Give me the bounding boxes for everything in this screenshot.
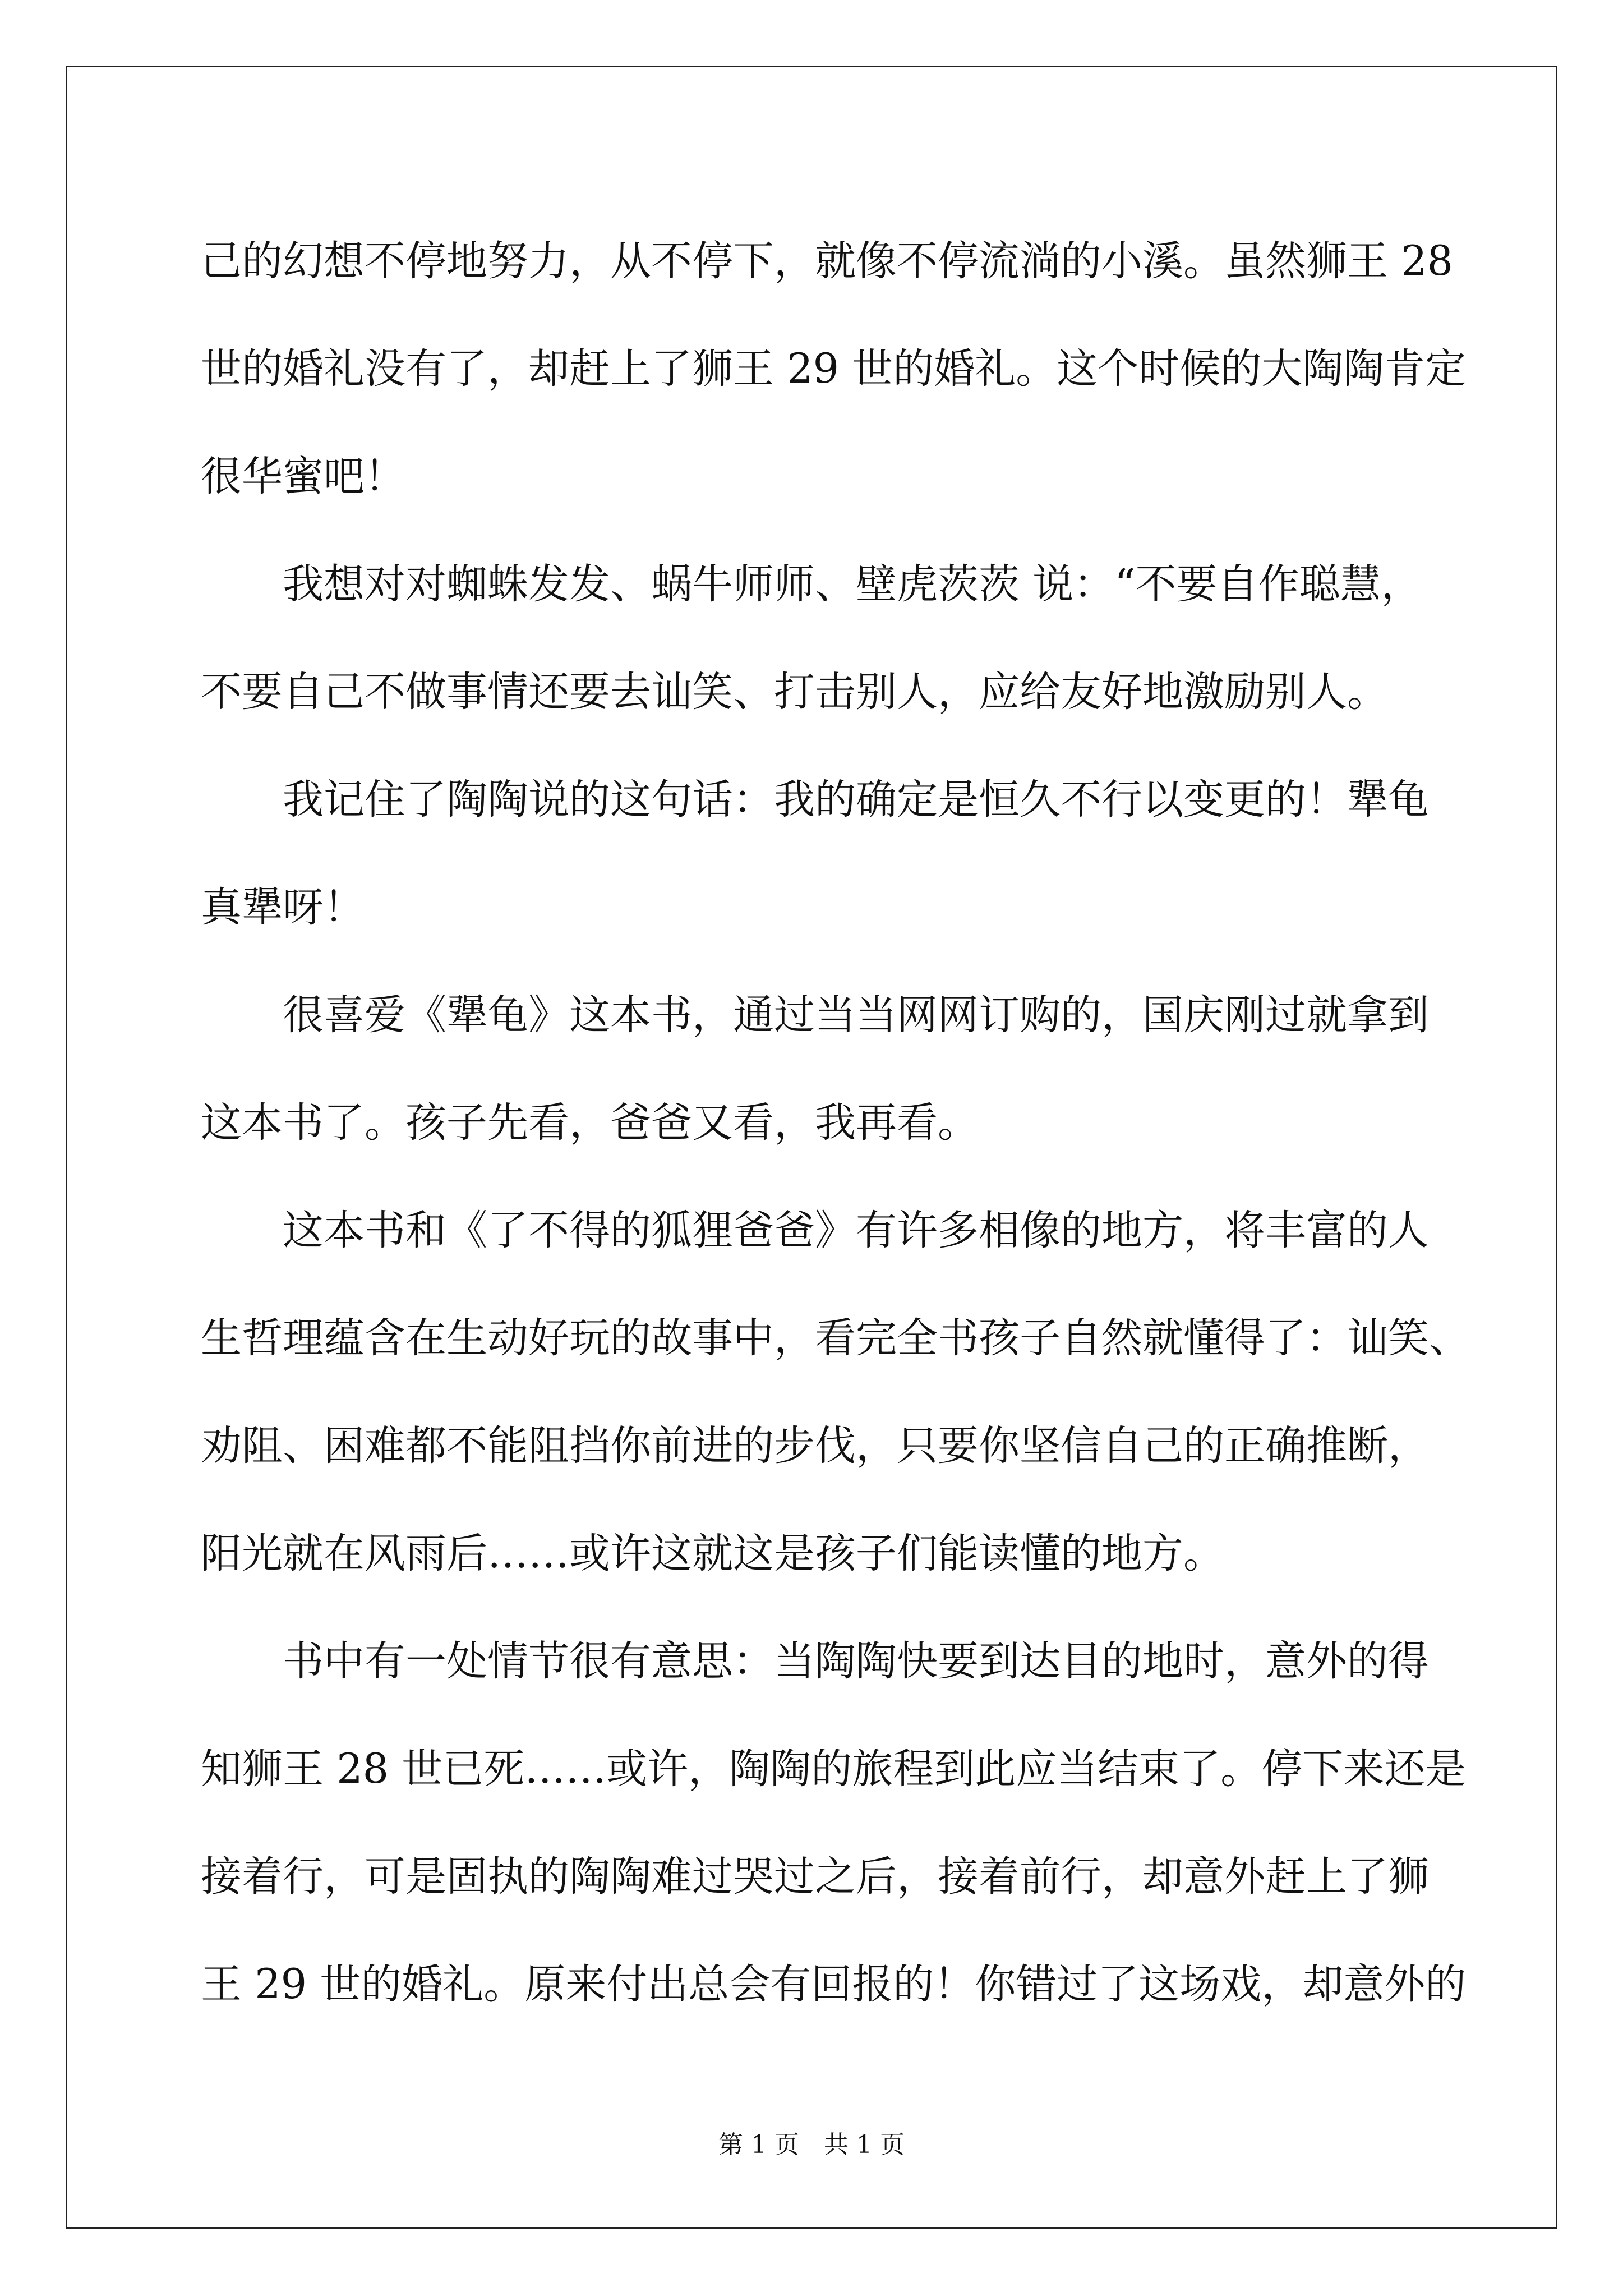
text-line: 劝阻、困难都不能阻挡你前进的步伐，只要你坚信自己的正确推断， [201, 1422, 1429, 1470]
text-line: 生哲理蕴含在生动好玩的故事中，看完全书孩子自然就懂得了：讪笑、 [201, 1314, 1470, 1362]
page-number-footer: 第 1 页 共 1 页 [718, 2131, 905, 2159]
text-line: 这本书和《了不得的狐狸爸爸》有许多相像的地方，将丰富的人 [201, 1207, 1429, 1254]
text-line: 阳光就在风雨后……或许这就这是孩子们能读懂的地方。 [201, 1530, 1224, 1577]
text-line: 接着行，可是固执的陶陶难过哭过之后，接着前行，却意外赶上了狮 [201, 1853, 1429, 1901]
text-line: 这本书了。孩子先看，爸爸又看，我再看。 [201, 1099, 979, 1147]
text-line: 很华蜜吧！ [201, 453, 405, 500]
text-line: 己的幻想不停地努力，从不停下，就像不停流淌的小溪。虽然狮王 28 [201, 237, 1454, 285]
document-body [201, 208, 1470, 2039]
text-line: 书中有一处情节很有意思：当陶陶快要到达目的地时，意外的得 [201, 1637, 1429, 1685]
text-line: 我想对对蜘蛛发发、蜗牛师师、壁虎茨茨 说：“不要自作聪慧， [201, 560, 1422, 608]
text-line: 很喜爱《犟龟》这本书，通过当当网网订购的，国庆刚过就拿到 [201, 991, 1429, 1039]
text-line: 真犟呀！ [201, 884, 365, 931]
text-line: 世的婚礼没有了，却赶上了狮王 29 世的婚礼。这个时候的大陶陶肯定 [201, 345, 1467, 393]
text-line: 不要自己不做事情还要去讪笑、打击别人，应给友好地激励别人。 [201, 668, 1388, 716]
text-line: 知狮王 28 世已死……或许，陶陶的旅程到此应当结束了。停下来还是 [201, 1745, 1467, 1793]
text-line: 我记住了陶陶说的这句话：我的确定是恒久不行以变更的！犟龟 [201, 776, 1429, 823]
text-line: 王 29 世的婚礼。原来付出总会有回报的！你错过了这场戏，却意外的 [201, 1961, 1467, 2008]
